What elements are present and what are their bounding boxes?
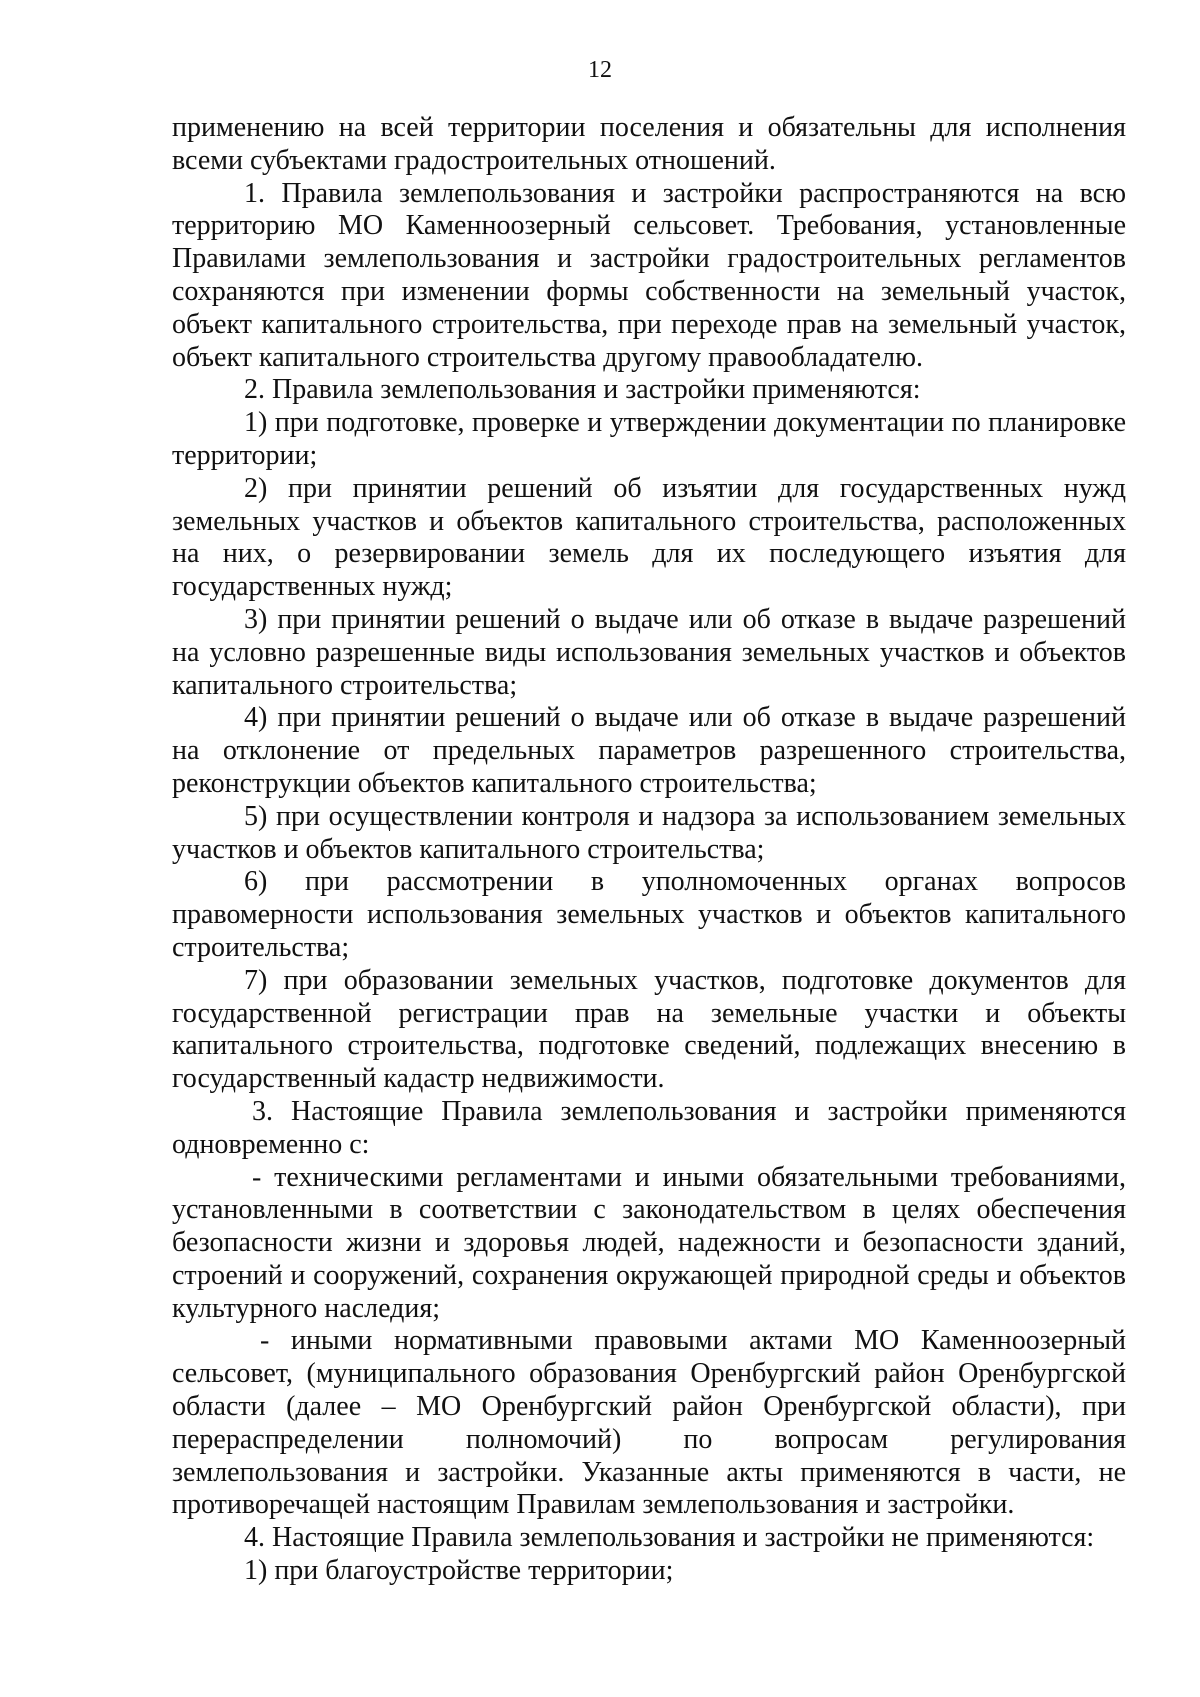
paragraph-clause-2: 2. Правила землепользования и застройки применяются: (244, 374, 921, 406)
paragraph-item-2: 2) при принятии решений об изъятии для государственных нужд земельных участков и объектов капитального строительства, расположенных на них, о резервировании земель для их последующего изъятия для государственных нужд; (172, 472, 1126, 603)
paragraph-item-1: 1) при подготовке, проверке и утверждении документации по планировке территории; (172, 407, 1126, 471)
paragraph-item-3: 3) при принятии решений о выдаче или об отказе в выдаче разрешений на условно разрешенные виды использования земельных участков и объектов капитального строительства; (172, 603, 1126, 701)
document-body (172, 112, 1126, 1588)
paragraph-clause-3: 3. Настоящие Правила землепользования и застройки применяются одновременно с: (172, 1095, 1126, 1160)
paragraph-clause-1: 1. Правила землепользования и застройки распространяются на всю территорию МО Каменноозерный сельсовет. Требования, установленные Правилами землепользования и застройки градостроительных регламентов сохраняются при изменении формы собственности на земельный участок, объект капитального строительства, при переходе прав на земельный участок, объект капитального строительства другому правообладателю. (172, 177, 1126, 373)
paragraph-item-4: 4) при принятии решений о выдаче или об отказе в выдаче разрешений на отклонение от предельных параметров разрешенного строительства, реконструкции объектов капитального строительства; (172, 702, 1126, 799)
page-number: 12 (588, 57, 612, 83)
paragraph-clause-4: 4. Настоящие Правила землепользования и застройки не применяются: (244, 1522, 1095, 1554)
paragraph-continuation: применению на всей территории поселения и обязательны для исполнения всеми субъектами градостроительных отношений. (172, 112, 1126, 176)
paragraph-dash-item-2: - иными нормативными правовыми актами МО Каменноозерный сельсовет, (муниципального образования Оренбургский район Оренбургской области (далее – МО Оренбургский район Оренбургской области), при перераспределении полномочий) по вопросам регулирования землепользования и застройки. Указанные акты применяются в части, не противоречащей настоящим Правилам землепользования и застройки. (172, 1325, 1126, 1521)
paragraph-item-5: 5) при осуществлении контроля и надзора за использованием земельных участков и объектов капитального строительства; (172, 800, 1126, 865)
paragraph-item-6: 6) при рассмотрении в уполномоченных органах вопросов правомерности использования земельных участков и объектов капитального строительства; (172, 866, 1126, 963)
paragraph-dash-item-1: - техническими регламентами и иными обязательными требованиями, установленными в соответствии с законодательством в целях обеспечения безопасности жизни и здоровья людей, надежности и безопасности зданий, строений и сооружений, сохранения окружающей природной среды и объектов культурного наследия; (172, 1161, 1126, 1324)
paragraph-item-7: 7) при образовании земельных участков, подготовке документов для государственной регистрации прав на земельные участки и объекты капитального строительства, подготовке сведений, подлежащих внесению в государственный кадастр недвижимости. (172, 964, 1126, 1095)
paragraph-clause-4-item-1: 1) при благоустройстве территории; (244, 1555, 674, 1587)
